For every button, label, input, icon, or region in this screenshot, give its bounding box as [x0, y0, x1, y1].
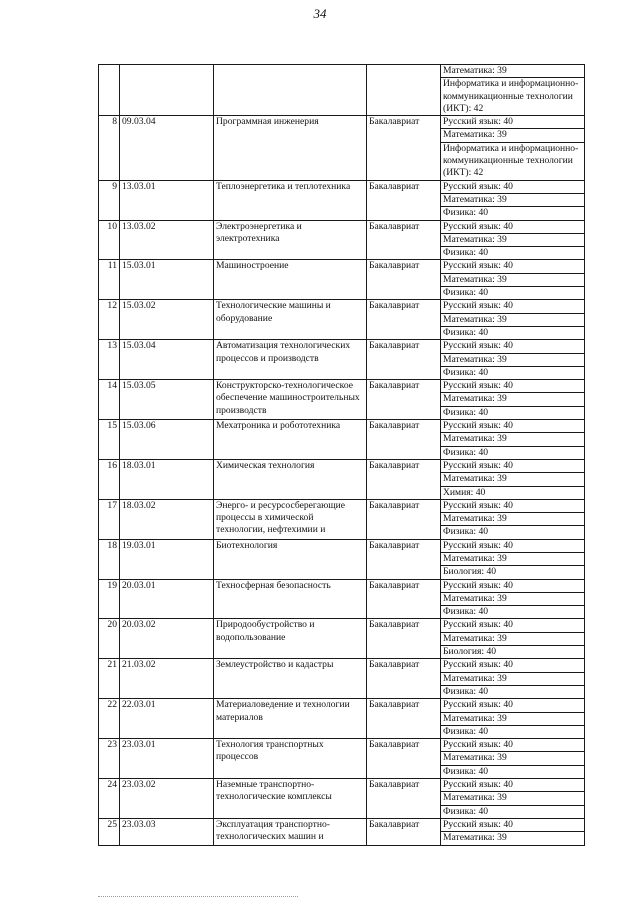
education-level-cell: Бакалавриат	[367, 260, 441, 300]
row-number-cell: 16	[99, 459, 120, 499]
education-level-cell: Бакалавриат	[367, 180, 441, 220]
direction-name-cell: Наземные транспортно-технологические комплексы	[214, 779, 367, 819]
table-row	[99, 220, 585, 233]
exam-score-cell: Математика: 39	[441, 592, 585, 605]
exam-score-cell: Математика: 39	[441, 552, 585, 565]
exam-score-cell: Русский язык: 40	[441, 180, 585, 193]
direction-code-cell: 15.03.01	[120, 260, 214, 300]
direction-name-cell: Программная инженерия	[214, 116, 367, 180]
direction-code-cell: 15.03.02	[120, 300, 214, 340]
direction-name-cell: Мехатроника и робототехника	[214, 420, 367, 460]
exam-score-cell: Математика: 39	[441, 712, 585, 725]
exam-score-cell: Русский язык: 40	[441, 459, 585, 472]
exam-score-cell: Математика: 39	[441, 473, 585, 486]
exam-score-cell: Русский язык: 40	[441, 619, 585, 632]
row-number-cell: 21	[99, 659, 120, 699]
education-level-cell: Бакалавриат	[367, 420, 441, 460]
exam-score-cell: Химия: 40	[441, 486, 585, 499]
exam-score-cell: Физика: 40	[441, 406, 585, 419]
exam-score-cell: Русский язык: 40	[441, 380, 585, 393]
direction-code-cell: 23.03.01	[120, 739, 214, 779]
table-row	[99, 459, 585, 472]
education-level-cell: Бакалавриат	[367, 300, 441, 340]
bottom-scan-mark	[98, 896, 298, 900]
exam-score-cell: Русский язык: 40	[441, 818, 585, 831]
table-row	[99, 116, 585, 129]
row-number-cell	[99, 65, 120, 116]
exam-score-cell: Математика: 39	[441, 353, 585, 366]
direction-code-cell: 23.03.02	[120, 779, 214, 819]
direction-name-cell: Природообустройство и водопользование	[214, 619, 367, 659]
direction-code-cell: 19.03.01	[120, 539, 214, 579]
exam-score-cell: Физика: 40	[441, 606, 585, 619]
direction-code-cell: 15.03.05	[120, 380, 214, 420]
direction-code-cell	[120, 65, 214, 116]
exam-score-cell: Физика: 40	[441, 526, 585, 539]
exam-score-cell: Физика: 40	[441, 247, 585, 260]
education-level-cell: Бакалавриат	[367, 699, 441, 739]
direction-code-cell: 13.03.02	[120, 220, 214, 260]
exam-score-cell: Математика: 39	[441, 129, 585, 142]
direction-code-cell: 15.03.04	[120, 340, 214, 380]
exam-score-cell: Физика: 40	[441, 805, 585, 818]
exam-score-cell: Математика: 39	[441, 433, 585, 446]
direction-code-cell: 13.03.01	[120, 180, 214, 220]
row-number-cell: 15	[99, 420, 120, 460]
direction-name-cell: Конструкторско-технологическое обеспечение машиностроительных производств	[214, 380, 367, 420]
exam-score-cell: Физика: 40	[441, 725, 585, 738]
exam-score-cell: Физика: 40	[441, 765, 585, 778]
table-body	[99, 65, 585, 846]
row-number-cell: 10	[99, 220, 120, 260]
exam-score-cell: Русский язык: 40	[441, 539, 585, 552]
row-number-cell: 19	[99, 579, 120, 619]
exam-score-cell: Физика: 40	[441, 207, 585, 220]
row-number-cell: 22	[99, 699, 120, 739]
direction-name-cell: Материаловедение и технологии материалов	[214, 699, 367, 739]
table-row	[99, 818, 585, 831]
direction-name-cell: Химическая технология	[214, 459, 367, 499]
exam-score-cell: Русский язык: 40	[441, 340, 585, 353]
exam-score-cell: Математика: 39	[441, 792, 585, 805]
direction-code-cell: 22.03.01	[120, 699, 214, 739]
exam-score-cell: Русский язык: 40	[441, 739, 585, 752]
direction-code-cell: 18.03.02	[120, 499, 214, 539]
exam-score-cell: Математика: 39	[441, 752, 585, 765]
education-level-cell: Бакалавриат	[367, 380, 441, 420]
exam-score-cell: Русский язык: 40	[441, 420, 585, 433]
exam-score-cell: Русский язык: 40	[441, 116, 585, 129]
exam-score-cell: Биология: 40	[441, 646, 585, 659]
direction-name-cell: Техносферная безопасность	[214, 579, 367, 619]
exam-score-cell: Русский язык: 40	[441, 579, 585, 592]
education-level-cell: Бакалавриат	[367, 739, 441, 779]
table-row	[99, 499, 585, 512]
education-level-cell: Бакалавриат	[367, 499, 441, 539]
direction-name-cell: Технологические машины и оборудование	[214, 300, 367, 340]
row-number-cell: 14	[99, 380, 120, 420]
exam-score-cell: Математика: 39	[441, 193, 585, 206]
page-number: 34	[313, 6, 327, 21]
education-level-cell	[367, 65, 441, 116]
direction-code-cell: 20.03.02	[120, 619, 214, 659]
exam-score-cell: Русский язык: 40	[441, 220, 585, 233]
direction-name-cell: Теплоэнергетика и теплотехника	[214, 180, 367, 220]
row-number-cell: 20	[99, 619, 120, 659]
exam-score-cell: Математика: 39	[441, 313, 585, 326]
direction-name-cell: Эксплуатация транспортно-технологических машин и	[214, 818, 367, 845]
education-level-cell: Бакалавриат	[367, 539, 441, 579]
table-row	[99, 739, 585, 752]
table-row	[99, 579, 585, 592]
row-number-cell: 24	[99, 779, 120, 819]
direction-name-cell: Технология транспортных процессов	[214, 739, 367, 779]
education-level-cell: Бакалавриат	[367, 619, 441, 659]
exam-score-cell: Математика: 39	[441, 632, 585, 645]
direction-name-cell: Автоматизация технологических процессов и производств	[214, 340, 367, 380]
table-row	[99, 699, 585, 712]
table-row	[99, 619, 585, 632]
exam-score-cell: Русский язык: 40	[441, 659, 585, 672]
table-row	[99, 659, 585, 672]
direction-name-cell: Биотехнология	[214, 539, 367, 579]
direction-code-cell: 20.03.01	[120, 579, 214, 619]
row-number-cell: 13	[99, 340, 120, 380]
direction-code-cell: 15.03.06	[120, 420, 214, 460]
direction-code-cell: 18.03.01	[120, 459, 214, 499]
exam-score-cell: Информатика и информационно-коммуникационные технологии (ИКТ): 42	[441, 142, 585, 180]
row-number-cell: 18	[99, 539, 120, 579]
table-row	[99, 420, 585, 433]
exam-score-cell: Математика: 39	[441, 65, 585, 78]
direction-name-cell: Машиностроение	[214, 260, 367, 300]
direction-name-cell: Землеустройство и кадастры	[214, 659, 367, 699]
exam-score-cell: Биология: 40	[441, 566, 585, 579]
exam-score-cell: Физика: 40	[441, 685, 585, 698]
row-number-cell: 25	[99, 818, 120, 845]
table-row	[99, 380, 585, 393]
education-level-cell: Бакалавриат	[367, 579, 441, 619]
education-level-cell: Бакалавриат	[367, 459, 441, 499]
exam-score-cell: Физика: 40	[441, 446, 585, 459]
education-level-cell: Бакалавриат	[367, 116, 441, 180]
row-number-cell: 17	[99, 499, 120, 539]
exam-score-cell: Русский язык: 40	[441, 260, 585, 273]
direction-name-cell	[214, 65, 367, 116]
table-row	[99, 300, 585, 313]
exam-score-cell: Русский язык: 40	[441, 699, 585, 712]
direction-code-cell: 23.03.03	[120, 818, 214, 845]
row-number-cell: 12	[99, 300, 120, 340]
exam-score-cell: Информатика и информационно-коммуникационные технологии (ИКТ): 42	[441, 78, 585, 116]
exam-score-cell: Физика: 40	[441, 287, 585, 300]
table-row	[99, 340, 585, 353]
education-level-cell: Бакалавриат	[367, 779, 441, 819]
row-number-cell: 23	[99, 739, 120, 779]
education-level-cell: Бакалавриат	[367, 220, 441, 260]
education-level-cell: Бакалавриат	[367, 659, 441, 699]
exam-score-cell: Математика: 39	[441, 672, 585, 685]
exam-score-cell: Физика: 40	[441, 366, 585, 379]
table-row	[99, 180, 585, 193]
exam-score-cell: Математика: 39	[441, 233, 585, 246]
direction-name-cell: Электроэнергетика и электротехника	[214, 220, 367, 260]
exam-score-cell: Русский язык: 40	[441, 300, 585, 313]
exam-score-cell: Математика: 39	[441, 832, 585, 845]
direction-code-cell: 09.03.04	[120, 116, 214, 180]
direction-code-cell: 21.03.02	[120, 659, 214, 699]
table-row	[99, 539, 585, 552]
admissions-table	[98, 64, 585, 846]
row-number-cell: 9	[99, 180, 120, 220]
education-level-cell: Бакалавриат	[367, 340, 441, 380]
row-number-cell: 11	[99, 260, 120, 300]
exam-score-cell: Русский язык: 40	[441, 779, 585, 792]
exam-score-cell: Русский язык: 40	[441, 499, 585, 512]
education-level-cell: Бакалавриат	[367, 818, 441, 845]
table-row	[99, 260, 585, 273]
exam-score-cell: Математика: 39	[441, 513, 585, 526]
table-row	[99, 65, 585, 78]
exam-score-cell: Физика: 40	[441, 326, 585, 339]
table-row	[99, 779, 585, 792]
exam-score-cell: Математика: 39	[441, 273, 585, 286]
row-number-cell: 8	[99, 116, 120, 180]
exam-score-cell: Математика: 39	[441, 393, 585, 406]
direction-name-cell: Энерго- и ресурсосберегающие процессы в химической технологии, нефтехимии и	[214, 499, 367, 539]
